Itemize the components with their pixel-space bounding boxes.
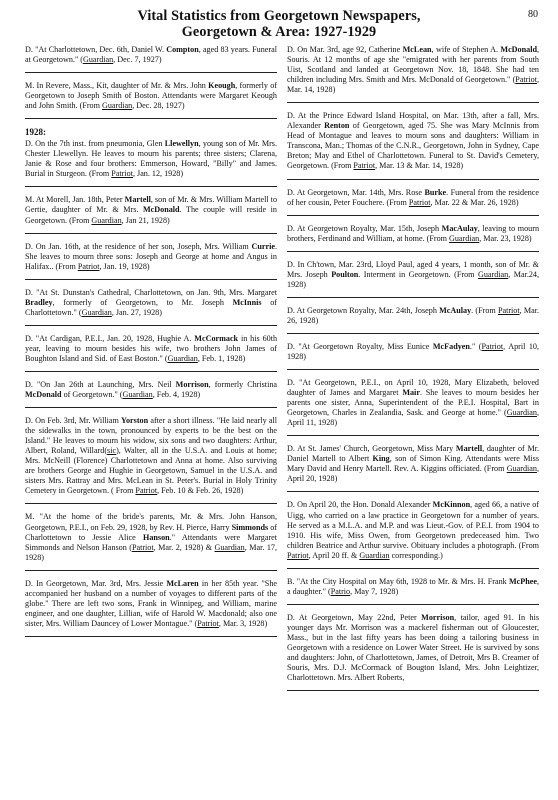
record-entry: D. On April 20, the Hon. Donald Alexander McKinnon, aged 66, a native of Uigg, who carried on a law practice in Georgetown for a number of years. He served as a M.L.A. and M.P. and was Lieut.-Gov. of P.E.I. from 1904 to 1910. His wife, Miss Owen, from Georgetown predeceased him. Two children Beatrice and Arthur survive. Obituary includes a photograph. (From Patriot, April 20 ff. & Guardian corresponding.) — [287, 500, 539, 568]
record-entry: D. "At Cardigan, P.E.I., Jan. 20, 1928, Hughie A. McCormack in his 60th year, leaving to mourn besides his wife, two brothers John James of Boughton Island and Sid. of East Boston." (Guardian, Feb. 1, 1928) — [25, 334, 277, 372]
record-entry: D. "At Charlottetown, Dec. 6th, Daniel W. Compton, aged 83 years. Funeral at Georgetown." (Guardian, Dec. 7, 1927) — [25, 45, 277, 73]
record-entry: B. "At the City Hospital on May 6th, 1928 to Mr. & Mrs. H. Frank McPhee, a daughter." (Patrio, May 7, 1928) — [287, 577, 539, 605]
right-column — [287, 45, 539, 699]
record-entry: M. "At the home of the bride's parents, Mr. & Mrs. John Hanson, Georgetown, P.E.I., on Feb. 29, 1928, by Rev. H. Pierce, Harry Simmonds of Charlottetown to Jessie Alice Hanson." Attendants were Margaret Simmonds and Nelson Hanson (Patriot, Mar. 2, 1928) & Guardian, Mar. 17, 1928) — [25, 512, 277, 570]
record-entry: D. On Mar. 3rd, age 92, Catherine McLean, wife of Stephen A. McDonald, Souris. At 12 months of age she "emigrated with her parents from South Uist, Scotland and landed at Georgetown Nov. 18, 1848. She had ten children including Mrs. Smith and Mrs. McDonald of Georgetown." (Patriot, Mar. 14, 1928) — [287, 45, 539, 103]
record-entry: D. At the Prince Edward Island Hospital, on Mar. 13th, after a fall, Mrs. Alexander Renton of Georgetown, aged 75. She was Mary McInnis from Head of Montague and leaves to mourn sons and daughters: William in Transcona, Man.; Thomas of the C.N.R., Georgetown, John in Sydney, Cape Breton; May and Ethel of Charlottetown. Funeral to St. David's Cemetery, Georgetown. (From Patriot, Mar. 13 & Mar. 14, 1928) — [287, 111, 539, 179]
record-entry: D. On Jan. 16th, at the residence of her son, Joseph, Mrs. William Currie. She leaves to mourn three sons: Joseph and George at home and Angus in Halifax.. (From Patriot, Jan. 19, 1928) — [25, 242, 277, 280]
record-entry: M. In Revere, Mass., Kit, daughter of Mr. & Mrs. John Keough, formerly of Georgetown to Joseph Smith of Boston. Attendants were Margaret Keough and John Smith. (From Guardian, Dec. 28, 1927) — [25, 81, 277, 119]
record-entry: D. In Ch'town, Mar. 23rd, Lloyd Paul, aged 4 years, 1 month, son of Mr. & Mrs. Joseph Poulton. Interment in Georgetown. (From Guardian, Mar.24, 1928) — [287, 260, 539, 298]
record-entry: D. At Georgetown Royalty, Mar. 15th, Joseph MacAulay, leaving to mourn brothers, Ferdinand and William, at home. (From Guardian, Mar. 23, 1928) — [287, 224, 539, 252]
title-line-1: Vital Statistics from Georgetown Newspapers, — [137, 8, 421, 24]
record-entry: M. At Morell, Jan. 18th, Peter Martell, son of Mr. & Mrs. William Martell to Gertie, daughter of Mr. & Mrs. McDonald. The couple will reside in Georgetown. (From Guardian, Jan 21, 1928) — [25, 195, 277, 233]
record-entry: D. "At St. Dunstan's Cathedral, Charlottetown, on Jan. 9th, Mrs. Margaret Bradley, formerly of Georgetown, to Mr. Joseph McInnis of Charlottetown." (Guardian, Jan. 27, 1928) — [25, 288, 277, 326]
record-entry: D. In Georgetown, Mar. 3rd, Mrs. Jessie McLaren in her 85th year. "She accompanied her husband on a number of voyages to different parts of the globe." There are left two sons, Frank in Winnipeg, and William, marine engineer, and one daughter, Lillian, wife of Harold W. Macdonald; also one sister, Mrs. William Dauncey of Lower Montague." (Patriot, Mar. 3, 1928) — [25, 579, 277, 637]
title-line-2: Georgetown & Area: 1927-1929 — [181, 24, 377, 40]
record-entry: D. At Georgetown, May 22nd, Peter Morrison, tailor, aged 91. In his younger days Mr. Morrison was a mackerel fisherman out of Gloucester, Mass., but in the last fifty years has been doing a tailoring business in Georgetown with a residence on Lower Water Street. He is survived by sons and daughters: John, of Charlottetown, James, of Detroit, Mrs B. Creamer of Souris, Mrs. D.J. McCormack of Bougton Island, Mrs. John Leightizer, Charlottetown. Mrs. Albert Roberts, — [287, 613, 539, 691]
left-column — [25, 45, 277, 645]
page-title — [0, 8, 558, 40]
record-entry: D. "At Georgetown Royalty, Miss Eunice McFadyen." (Patriot, April 10, 1928) — [287, 342, 539, 370]
year-heading: 1928: — [25, 127, 46, 138]
record-entry: D. "On Jan 26th at Launching, Mrs. Neil Morrison, formerly Christina McDonald of Georgetown." (Guardian, Feb. 4, 1928) — [25, 380, 277, 408]
record-entry: D. On Feb. 3rd, Mr. William Yorston after a short illness. "He laid nearly all the sidewalks in the town, pronounced by experts to be the best on the Island." He leaves to mourn his widow, six sons and two daughters: Arthur, Albert, Roland, Willard(sic), Walter, all in the U.S.A. and Louis at home; Mrs. McNeill (Florence) Charlottetown and Anna at home. Also surviving are brothers George and Hughie in Georgetown, Samuel in the U.S.A. and sisters Mrs. Rattray and Mrs. McLean in St. Peter's. Burial in Holy Trinity Cemetery in Georgetown. ( From Patriot, Feb. 10 & Feb. 26, 1928) — [25, 416, 277, 504]
page-number: 80 — [528, 9, 538, 20]
record-entry: D. "At Georgetown, P.E.I., on April 10, 1928, Mary Elizabeth, beloved daughter of James and Margaret Mair. She leaves to mourn besides her parents one sister, Anna, Superintendent of the P.E.I. Hospital, Bart in Georgetown, Charles in Zealandia, Sask. and George at home." (Guardian, April 11, 1928) — [287, 378, 539, 436]
record-entry: D. At Georgetown, Mar. 14th, Mrs. Rose Burke. Funeral from the residence of her cousin, Peter Fouchere. (From Patriot, Mar. 22 & Mar. 26, 1928) — [287, 188, 539, 216]
record-entry: D. At Georgetown Royalty, Mar. 24th, Joseph McAulay. (From Patriot, Mar. 26, 1928) — [287, 306, 539, 334]
record-entry: D. On the 7th inst. from pneumonia, Glen Llewellyn, young son of Mr. Mrs. Chester Llewellyn. He leaves to mourn his parents; three sisters; Clarena, Janie & Rose and four brothers: Emmerson, Howard, "Billy" and James. Burial in Sturgeon. (From Patriot, Jan. 12, 1928) — [25, 139, 277, 187]
record-entry: D. At St. James' Church, Georgetown, Miss Mary Martell, daughter of Mr. Daniel Martell to Albert King, son of Simon King. Attendants were Miss Mary David and Henry Martell. Rev. A. Kiggins officiated. (From Guardian, April 20, 1928) — [287, 444, 539, 492]
